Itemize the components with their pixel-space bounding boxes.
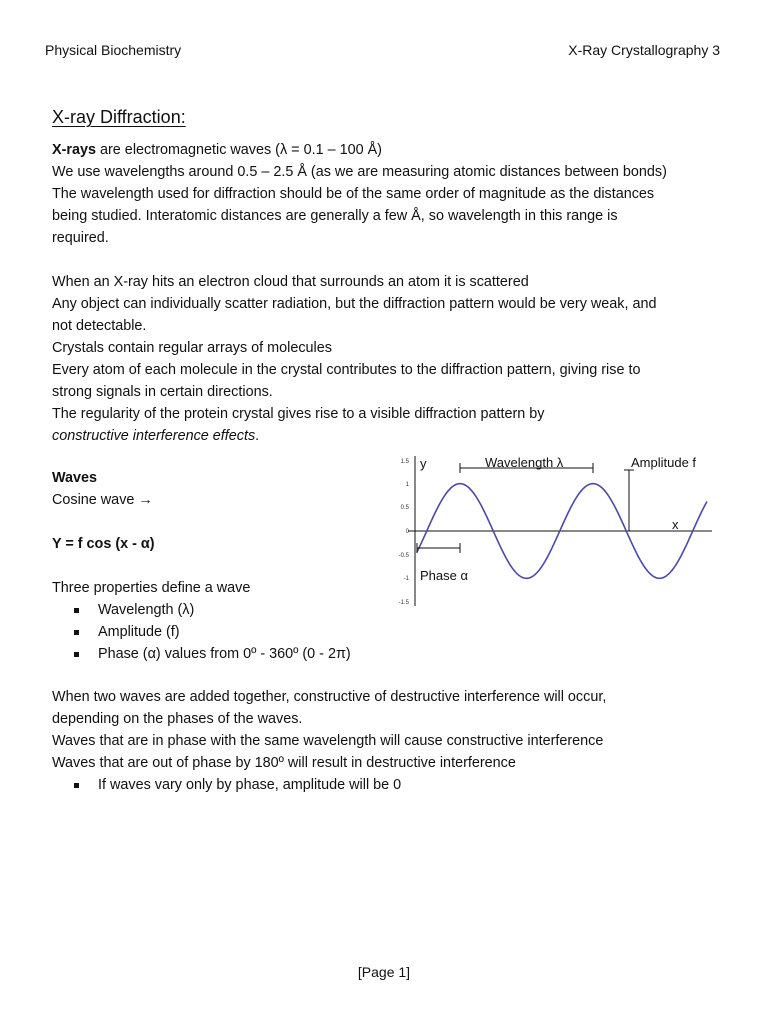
wavelength-label: Wavelength λ <box>485 455 564 470</box>
interference-line-1: When two waves are added together, constructive of destructive interference will occur, <box>52 689 607 705</box>
property-amplitude: Amplitude (f) <box>52 621 372 643</box>
x-axis-label: x <box>672 517 679 532</box>
y-tick-label: 1.5 <box>400 459 409 465</box>
y-tick-label: 0 <box>405 529 409 535</box>
waves-heading <box>52 467 372 489</box>
intro-line-3: The wavelength used for diffraction should be of the same order of magnitude as the distances <box>52 186 655 202</box>
sentence-end: . <box>255 428 260 444</box>
wave-equation-text: Y = f cos (x - α) <box>52 536 155 552</box>
interference-section <box>52 686 732 796</box>
y-tick-label: 0.5 <box>400 505 409 511</box>
interference-bullet: If waves vary only by phase, amplitude will be 0 <box>52 774 732 796</box>
scatter-line-6: strong signals in certain directions. <box>52 384 273 400</box>
constructive-interference-term: constructive interference effects <box>52 428 256 444</box>
xrays-definition: are electromagnetic waves (λ = 0.1 – 100 Å) <box>96 142 382 158</box>
y-tick-labels <box>399 459 410 606</box>
interference-line-4: Waves that are out of phase by 180º will result in destructive interference <box>52 755 516 771</box>
waves-section <box>52 467 372 665</box>
wave-properties-list <box>52 599 372 665</box>
page-title: X-ray Diffraction: <box>52 107 186 127</box>
scatter-line-3: not detectable. <box>52 318 147 334</box>
phase-label: Phase α <box>420 568 468 583</box>
y-axis-label: y <box>420 456 427 471</box>
interference-line-2: depending on the phases of the waves. <box>52 711 303 727</box>
page-number: [Page 1] <box>357 964 411 980</box>
scatter-line-8 <box>52 425 732 447</box>
y-tick-label: -0.5 <box>398 553 409 559</box>
waves-heading-text: Waves <box>52 470 98 486</box>
cosine-wave-figure <box>360 450 720 610</box>
intro-section <box>52 139 732 447</box>
intro-line-2: We use wavelengths around 0.5 – 2.5 Å (as we are measuring atomic distances between bonds) <box>52 164 667 180</box>
intro-line-5: required. <box>52 230 109 246</box>
properties-intro: Three properties define a wave <box>52 580 251 596</box>
intro-line-1 <box>52 139 732 161</box>
interference-line-3: Waves that are in phase with the same wavelength will cause constructive interference <box>52 733 604 749</box>
scatter-line-5: Every atom of each molecule in the crystal contributes to the diffraction pattern, giving rise to <box>52 362 641 378</box>
scatter-line-1: When an X-ray hits an electron cloud that surrounds an atom it is scattered <box>52 274 529 290</box>
amplitude-label: Amplitude f <box>631 455 697 470</box>
scatter-line-7: The regularity of the protein crystal gives rise to a visible diffraction pattern by <box>52 406 545 422</box>
y-tick-label: -1 <box>403 576 409 582</box>
property-phase: Phase (α) values from 0º - 360º (0 - 2π) <box>52 643 372 665</box>
y-tick-label: -1.5 <box>398 600 409 606</box>
wave-equation <box>52 533 372 555</box>
intro-line-4: being studied. Interatomic distances are generally a few Å, so wavelength in this range is <box>52 208 618 224</box>
xrays-term: X-rays <box>52 142 97 158</box>
property-wavelength: Wavelength (λ) <box>52 599 372 621</box>
cosine-wave-label: Cosine wave → <box>52 492 153 508</box>
scatter-line-4: Crystals contain regular arrays of molecules <box>52 340 332 356</box>
header-topic: X-Ray Crystallography 3 <box>568 42 720 58</box>
y-tick-label: 1 <box>405 482 409 488</box>
header-subject: Physical Biochemistry <box>45 42 182 58</box>
interference-list <box>52 774 732 796</box>
scatter-line-2: Any object can individually scatter radiation, but the diffraction pattern would be very weak, and <box>52 296 657 312</box>
